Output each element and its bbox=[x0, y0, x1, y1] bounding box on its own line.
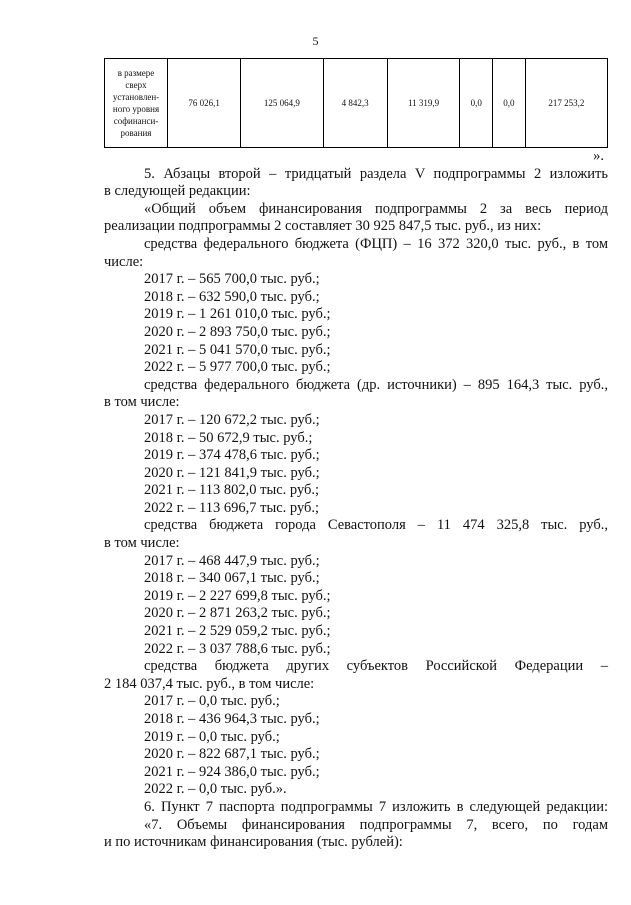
closing-quote: ». bbox=[593, 148, 604, 164]
text-line: средства федерального бюджета (ФЦП) – 16 372 320,0 тыс. руб., в том bbox=[144, 235, 608, 252]
table-cell: 4 842,3 bbox=[323, 59, 387, 148]
text-line: средства федерального бюджета (др. источники) – 895 164,3 тыс. руб., bbox=[144, 376, 608, 393]
text-line: в следующей редакции: bbox=[104, 183, 251, 200]
text-line: 2020 г. – 2 871 263,2 тыс. руб.; bbox=[144, 605, 331, 622]
text-line: 2017 г. – 565 700,0 тыс. руб.; bbox=[144, 271, 320, 288]
text-line: 2020 г. – 2 893 750,0 тыс. руб.; bbox=[144, 323, 331, 340]
text-line: 5. Абзацы второй – тридцатый раздела V подпрограммы 2 изложить bbox=[144, 165, 608, 182]
text-line: 2021 г. – 2 529 059,2 тыс. руб.; bbox=[144, 623, 331, 640]
text-line: 2022 г. – 0,0 тыс. руб.». bbox=[144, 781, 287, 798]
text-line: реализации подпрограммы 2 составляет 30 925 847,5 тыс. руб., из них: bbox=[104, 218, 542, 235]
text-line: 2021 г. – 5 041 570,0 тыс. руб.; bbox=[144, 341, 331, 358]
text-line: 2022 г. – 3 037 788,6 тыс. руб.; bbox=[144, 640, 331, 657]
text-line: 2019 г. – 2 227 699,8 тыс. руб.; bbox=[144, 587, 331, 604]
text-line: 2019 г. – 374 478,6 тыс. руб.; bbox=[144, 447, 320, 464]
text-line: 2020 г. – 121 841,9 тыс. руб.; bbox=[144, 464, 320, 481]
financing-table bbox=[104, 58, 608, 148]
text-line: числе: bbox=[104, 253, 144, 270]
table-row bbox=[105, 59, 608, 148]
text-line: 2019 г. – 1 261 010,0 тыс. руб.; bbox=[144, 306, 331, 323]
text-line: и по источникам финансирования (тыс. рублей): bbox=[104, 834, 403, 851]
table-cell-total: 217 253,2 bbox=[525, 59, 607, 148]
table-cell: 0,0 bbox=[493, 59, 526, 148]
text-line: 2020 г. – 822 687,1 тыс. руб.; bbox=[144, 746, 320, 763]
text-line: средства бюджета города Севастополя – 11 474 325,8 тыс. руб., bbox=[144, 517, 608, 534]
text-line: 2018 г. – 340 067,1 тыс. руб.; bbox=[144, 570, 320, 587]
page-number: 5 bbox=[312, 34, 319, 48]
label-line: рования bbox=[120, 128, 152, 138]
text-line: 2022 г. – 5 977 700,0 тыс. руб.; bbox=[144, 359, 331, 376]
table-cell: 125 064,9 bbox=[241, 59, 323, 148]
label-line: ного уровня bbox=[112, 104, 160, 114]
text-line: 2 184 037,4 тыс. руб., в том числе: bbox=[104, 675, 315, 692]
text-line: средства бюджета других субъектов Российской Федерации – bbox=[144, 658, 608, 675]
document-body bbox=[104, 148, 608, 852]
text-line: 2022 г. – 113 696,7 тыс. руб.; bbox=[144, 499, 320, 516]
text-line: 2018 г. – 436 964,3 тыс. руб.; bbox=[144, 711, 320, 727]
text-line: «Общий объем финансирования подпрограммы 2 за весь период bbox=[144, 200, 608, 217]
text-line: в том числе: bbox=[104, 535, 180, 552]
text-line: 2017 г. – 0,0 тыс. руб.; bbox=[144, 693, 280, 710]
table-row-label bbox=[105, 59, 168, 148]
label-line: установлен- bbox=[112, 92, 160, 102]
text-line: 6. Пункт 7 паспорта подпрограммы 7 изложить в следующей редакции: bbox=[144, 798, 608, 815]
text-line: 2018 г. – 632 590,0 тыс. руб.; bbox=[144, 288, 320, 305]
table-cell: 0,0 bbox=[460, 59, 493, 148]
text-line: 2021 г. – 113 802,0 тыс. руб.; bbox=[144, 482, 320, 499]
text-line: «7. Объемы финансирования подпрограммы 7, всего, по годам bbox=[144, 816, 608, 833]
text-line: 2021 г. – 924 386,0 тыс. руб.; bbox=[144, 763, 320, 780]
label-line: в размере bbox=[117, 68, 155, 78]
text-line: 2017 г. – 120 672,2 тыс. руб.; bbox=[144, 411, 320, 428]
text-line: 2017 г. – 468 447,9 тыс. руб.; bbox=[144, 552, 320, 569]
label-line: сверх bbox=[125, 80, 147, 90]
table-cell: 76 026,1 bbox=[168, 59, 241, 148]
label-line: софинанси- bbox=[113, 116, 159, 126]
text-line: в том числе: bbox=[104, 394, 180, 411]
table-cell: 11 319,9 bbox=[387, 59, 460, 148]
text-line: 2018 г. – 50 672,9 тыс. руб.; bbox=[144, 429, 313, 446]
text-line: 2019 г. – 0,0 тыс. руб.; bbox=[144, 728, 280, 745]
